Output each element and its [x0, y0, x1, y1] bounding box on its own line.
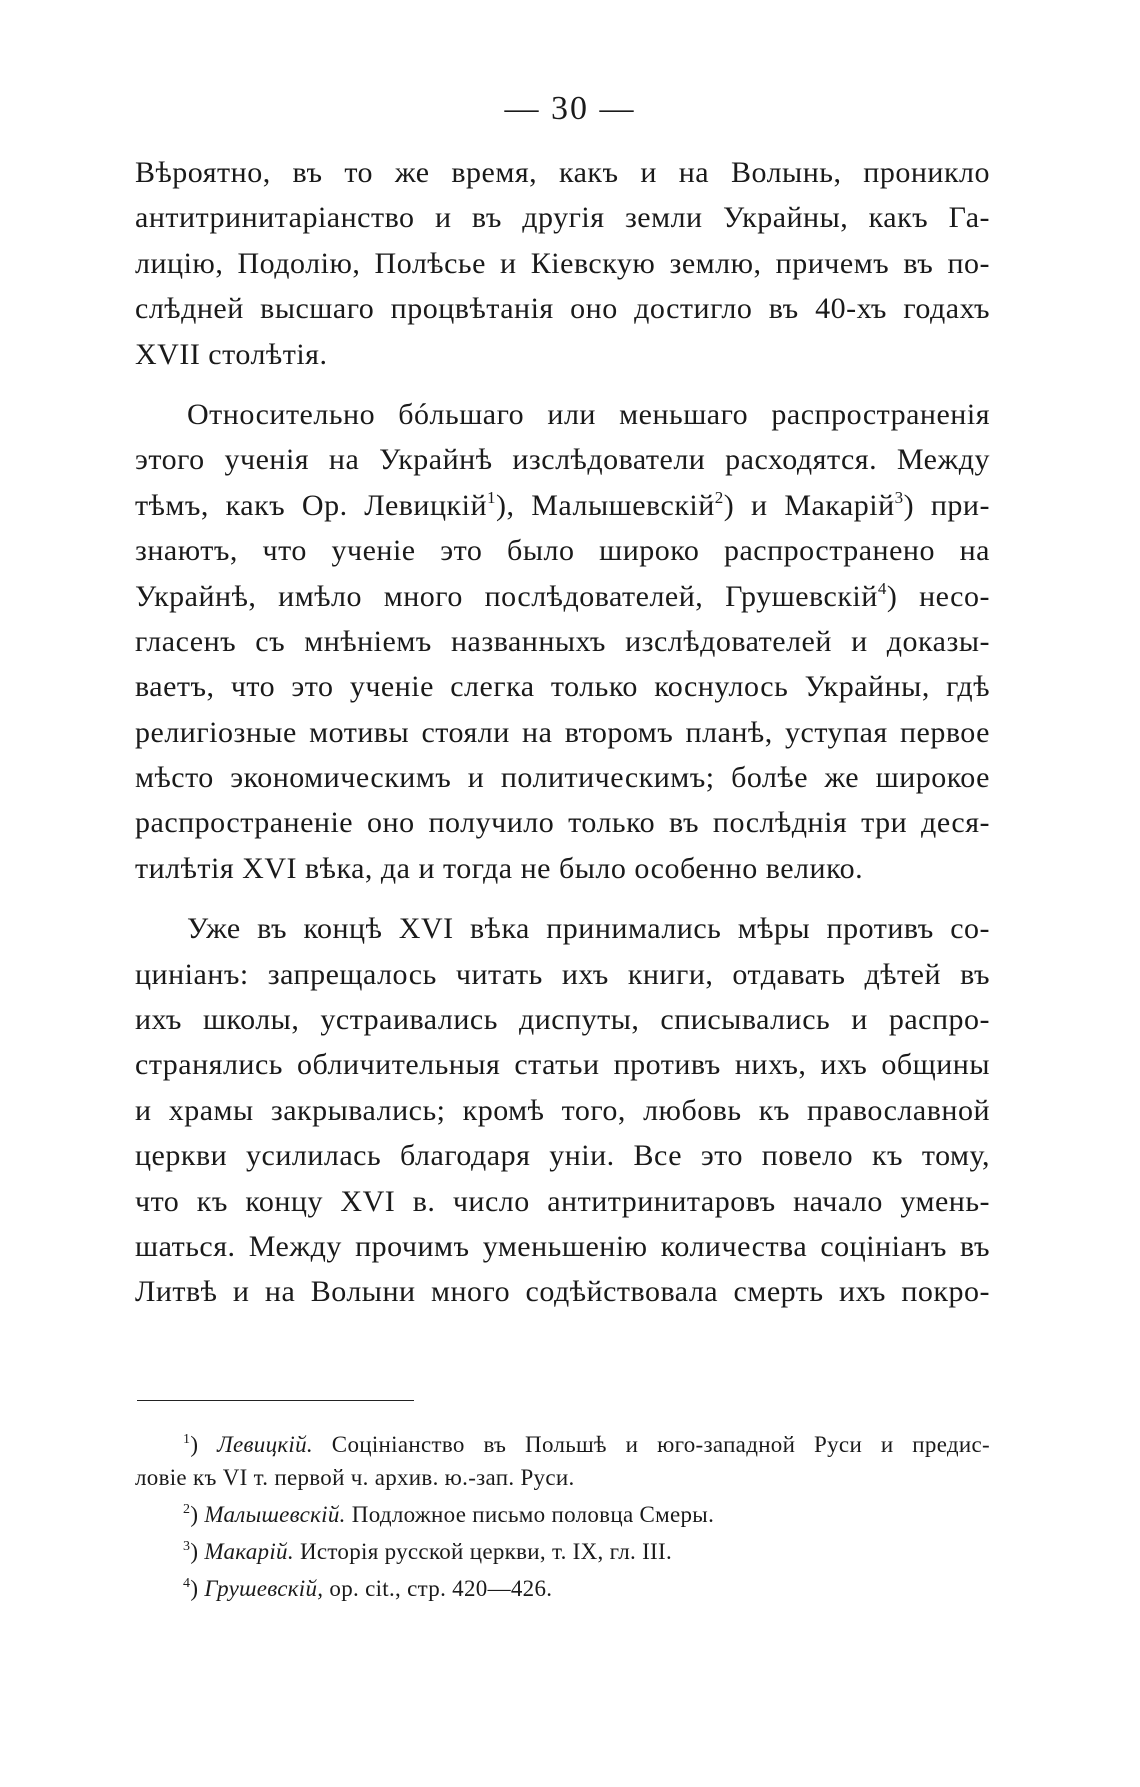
text-line: антитринитаріанство и въ другія земли Украйны, какъ Га- [135, 201, 990, 235]
footnote: $^2$) Малышевскій. Подложное письмо половца Смеры. [183, 1502, 715, 1527]
text-line: что къ концу XVI в. число антитринитаровъ начало умень- [135, 1184, 990, 1218]
text-line-with-footnote-refs [135, 574, 990, 619]
footnote-continuation: ловіе къ VI т. первой ч. архив. ю.-зап. Руси. [135, 1465, 575, 1490]
text-line: шаться. Между прочимъ уменьшенію количества соцініанъ въ [135, 1229, 990, 1263]
text-line-with-footnote-refs [135, 483, 990, 528]
line-segment: Украйнѣ, имѣло много послѣдователей, Грушевскій [135, 579, 878, 613]
text-line: ихъ школы, устраивались диспуты, списывались и распро- [135, 1003, 990, 1037]
footnote-ref: 1 [487, 487, 496, 507]
footnote-text: Исторія русской церкви, т. IX, гл. III. [293, 1539, 673, 1564]
text-line: религіозные мотивы стояли на второмъ планѣ, уступая первое [135, 715, 990, 749]
footnote-author: Левицкій. [217, 1432, 313, 1457]
text-line: циніанъ: запрещалось читать ихъ книги, отдавать дѣтей въ [135, 957, 990, 991]
footnote-text: op. cit., стр. 420—426. [323, 1576, 553, 1601]
text-line: церкви усилилась благодаря уніи. Все это повело къ тому, [135, 1139, 990, 1173]
footnote-author: Грушевскій, [204, 1576, 324, 1601]
footnote-author: Макарій. [204, 1539, 294, 1564]
footnote-ref: 3 [894, 487, 904, 507]
line-segment: ) и Макарій [723, 488, 895, 522]
text-line: распространеніе оно получило только въ послѣднія три деся- [135, 806, 990, 840]
footnote: $^1$) Левицкій. Соцiніанство въ Польшѣ и юго-западной Руси и предис- [183, 1432, 990, 1457]
footnote: $^4$) Грушевскій, op. cit., стр. 420—426. [183, 1576, 553, 1601]
footnote-ref: 4 [877, 578, 887, 598]
footnote-text: Соцiніанство въ Польшѣ и юго-западной Руси и предис- [312, 1432, 990, 1457]
text-line: и храмы закрывались; кромѣ того, любовь къ православной [135, 1093, 990, 1127]
line-segment: ) несо- [886, 579, 990, 613]
footnotes [135, 1428, 990, 1605]
text-line: мѣсто экономическимъ и политическимъ; болѣе же широкое [135, 761, 990, 795]
text-line: гласенъ съ мнѣніемъ названныхъ изслѣдователей и доказы- [135, 624, 990, 658]
paragraph [135, 906, 990, 1315]
footnote-mark: 4 [183, 1576, 191, 1591]
body-text [135, 150, 990, 1315]
text-line: Вѣроятно, въ то же время, какъ и на Волынь, проникло [135, 156, 990, 189]
paragraph [135, 150, 990, 377]
footnote: $^3$) Макарій. Исторія русской церкви, т. IX, гл. III. [183, 1539, 673, 1564]
text-line: тилѣтія XVI вѣка, да и тогда не было особенно велико. [135, 851, 864, 885]
text-line: этого ученія на Украйнѣ изслѣдователи расходятся. Между [135, 443, 990, 477]
text-line: Уже въ концѣ XVI вѣка принимались мѣры противъ со- [187, 912, 990, 946]
line-segment: ) при- [903, 488, 990, 522]
footnote-mark: 1 [183, 1432, 191, 1447]
footnote-separator [137, 1400, 414, 1401]
footnote-author: Малышевскій. [204, 1502, 346, 1527]
paragraph [135, 392, 990, 891]
line-segment: ), Малышевскій [496, 488, 715, 522]
footnote-ref: 2 [714, 487, 724, 507]
footnote-text: Подложное письмо половца Смеры. [345, 1502, 715, 1527]
text-line: Литвѣ и на Волыни много содѣйствовала смерть ихъ покро- [135, 1275, 990, 1309]
text-line: знаютъ, что ученіе это было широко распространено на [135, 534, 990, 568]
text-line: XVII столѣтія. [135, 337, 328, 371]
footnote-mark: 3 [183, 1539, 191, 1554]
footnote-mark: 2 [183, 1502, 191, 1517]
text-line: Относительно бóльшаго или меньшаго распространенія [187, 397, 990, 431]
text-line: странялись обличительныя статьи противъ нихъ, ихъ общины [135, 1048, 990, 1082]
page-number: — 30 — [504, 90, 636, 127]
line-segment: тѣмъ, какъ Ор. Левицкій [135, 488, 487, 522]
text-line: слѣдней высшаго процвѣтанія оно достигло въ 40-хъ годахъ [135, 292, 990, 326]
text-line: ваетъ, что это ученіе слегка только коснулось Украйны, гдѣ [135, 670, 990, 704]
text-line: лицію, Подолію, Полѣсье и Кіевскую землю, причемъ въ по- [135, 246, 990, 280]
